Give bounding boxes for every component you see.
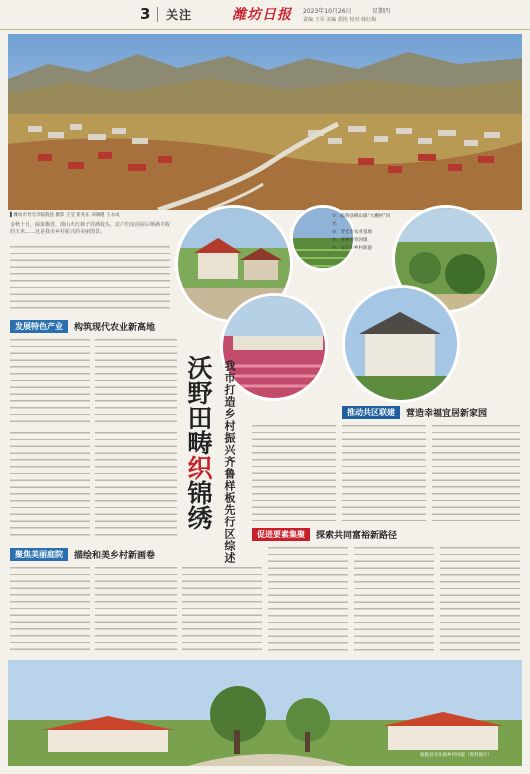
intro-body: [10, 244, 170, 312]
section2-column-a: [10, 565, 90, 655]
village-lane-illustration: [8, 660, 522, 766]
footer-photo: [8, 660, 522, 766]
caption-2: ②：寿光市农业基地: [332, 230, 373, 235]
divider: [157, 7, 158, 22]
section-name: 关注: [166, 8, 193, 22]
main-subtitle: 我市打造乡村振兴齐鲁样板先行区综述: [223, 360, 236, 564]
section1-column-b: [95, 337, 177, 427]
title-accent-char: 织: [184, 455, 213, 480]
issue-weekday: 星期四: [372, 8, 391, 15]
main-title: 沃野田畴织锦绣: [184, 355, 213, 530]
page-number: 3: [140, 5, 151, 23]
section-tag: 聚焦美丽庭院: [10, 548, 68, 561]
hero-caption: ▌潍坊市寿光市临朐县 摄影 王莹 崔兆东 刘满健 王永成: [10, 213, 120, 218]
section-title: 构筑现代农业新高地: [74, 322, 156, 333]
section2-column-c: [182, 565, 262, 655]
newspaper-logo: 潍坊日报: [232, 7, 292, 23]
section-tag: 推动共区联建: [342, 406, 400, 419]
section2-column-b: [95, 565, 177, 655]
section3-column-b: [342, 423, 426, 521]
section-tag: 发展特色产业: [10, 320, 68, 333]
section4-column-b: [354, 545, 434, 655]
residence-photo: [342, 285, 460, 403]
section3-column-c: [432, 423, 520, 521]
caption-1: ①：临朐县柳山镇“大棚村”风光: [332, 214, 391, 227]
hero-photo: [8, 34, 522, 210]
intro-lead: 金秋十月，硕果飘香。漫山火红柿子挂满枝头，农户们房前屋后晒满丰收的玉米……这是我市乡村振兴的美丽图景。: [10, 222, 171, 235]
section1-column-c: [10, 430, 90, 540]
section4-column-c: [440, 545, 520, 655]
caption-4: ④：安丘市乡村新貌: [332, 246, 373, 251]
section-heading-courtyard: [10, 547, 190, 561]
section-heading-community: [342, 405, 522, 419]
section3-column-a: [252, 423, 336, 521]
section-title: 描绘和美乡村新画卷: [74, 550, 156, 561]
section-title: 营造幸福宜居新家园: [406, 408, 488, 419]
village-aerial-illustration: [8, 34, 522, 210]
section1-column-a: [10, 337, 90, 427]
section1-column-d: [95, 430, 177, 540]
caption-3: ③：青州市弥河镇: [332, 238, 368, 243]
editors-line: 责编 王军 美编 郭艳 校对 韩红梅: [303, 17, 376, 23]
issue-date: 2023年10月26日: [303, 8, 352, 15]
section-heading-industry: [10, 319, 180, 333]
section-title: 探索共同富裕新路径: [316, 530, 398, 541]
section-tag: 促进要素集聚: [252, 528, 310, 541]
flower-field-photo: [220, 293, 328, 401]
photo-captions: [332, 213, 392, 253]
section4-column-a: [268, 545, 348, 655]
section-heading-resources: [252, 527, 452, 541]
footer-caption: 临朐县寺头镇乡村风貌（资料图片）: [420, 753, 492, 758]
